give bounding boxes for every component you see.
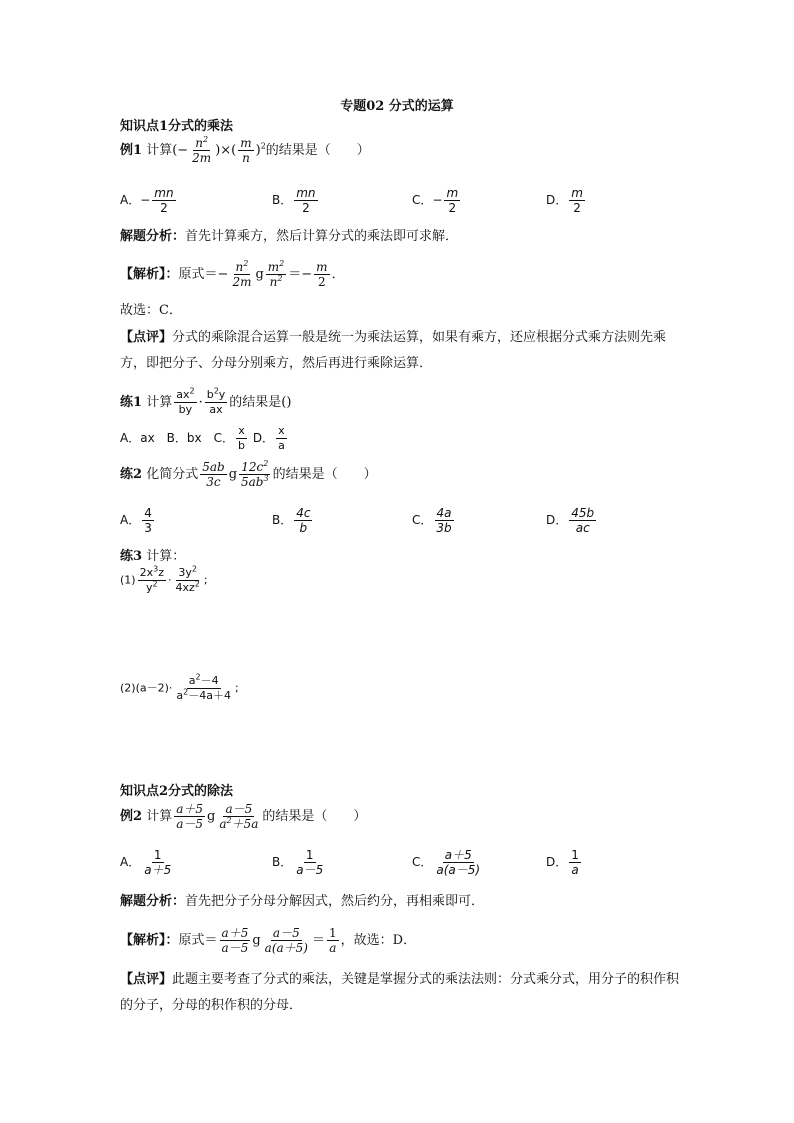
practice-3-heading: 练3 计算： bbox=[120, 549, 186, 564]
example-2-option-b: B． $\frac{1}{a-5}$ bbox=[272, 848, 324, 877]
section-heading-1: 知识点1分式的乘法 bbox=[120, 119, 234, 134]
practice-1-question: 练1 计算 $\frac{ax^2}{by}$ · $\frac{b^2y}{ax}$ 的结果是() bbox=[120, 386, 292, 416]
section-heading-2: 知识点2分式的除法 bbox=[120, 784, 234, 799]
example-2-comment: 【点评】此题主要考查了分式的乘法，关键是掌握分式的乘法法则：分式乘分式，用分子的积作积的分子，分母的积作积的分母． bbox=[120, 972, 680, 1013]
practice-2-option-d: D． $\frac{45b}{ac}$ bbox=[546, 506, 595, 535]
example-2-option-a: A． $\frac{1}{a+5}$ bbox=[120, 848, 172, 877]
example-2-analysis: 解题分析：首先把分子分母分解因式，然后约分，再相乘即可． bbox=[120, 894, 485, 909]
practice-2-option-b: B． $\frac{4c}{b}$ bbox=[272, 506, 311, 535]
example-1-solution: 【解析】：原式＝− $\frac{n^2}{2m}$ g $\frac{m^2}{n^2}$ ＝− $\frac{m}{2}$ ． bbox=[120, 259, 345, 289]
example-1-question: 例1 计算(− $\frac{n^2}{2m}$ )×( $\frac{m}{n}$ )$^2$的结果是（ ） bbox=[120, 135, 370, 165]
page-title: 专题02 分式的运算 bbox=[340, 99, 454, 114]
example-1-answer: 故选：C． bbox=[120, 303, 182, 318]
practice-1-options: A．ax B．bx C． $\frac{x}{b}$ D． $\frac{x}{a}$ bbox=[120, 424, 285, 452]
example-2-option-c: C． $\frac{a+5}{a(a-5)}$ bbox=[412, 848, 481, 877]
example-2-solution: 【解析】：原式＝ $\frac{a+5}{a-5}$ g $\frac{a-5}{a(a+5)}$ ＝ $\frac{1}{a}$ ，故选：D． bbox=[120, 926, 417, 955]
example-1-option-c: C．− $\frac{m}{2}$ bbox=[412, 186, 459, 215]
practice-2-option-a: A． $\frac{4}{3}$ bbox=[120, 506, 152, 535]
example-1-option-b: B． $\frac{mn}{2}$ bbox=[272, 186, 316, 215]
example-1-analysis: 解题分析：首先计算乘方，然后计算分式的乘法即可求解． bbox=[120, 229, 459, 244]
practice-2-question: 练2 化简分式 $\frac{5ab}{3c}$ g $\frac{12c^2}{5ab^3}$ 的结果是（ ） bbox=[120, 459, 377, 489]
practice-2-option-c: C． $\frac{4a}{3b}$ bbox=[412, 506, 452, 535]
example-2-question: 例2 计算 $\frac{a+5}{a-5}$ g $\frac{a-5}{a^2+5a}$ 的结果是（ ） bbox=[120, 802, 367, 831]
practice-3-item-1: (1) $\frac{2x^3z}{y^2}$ · $\frac{3y^2}{4xz^2}$ ; bbox=[120, 564, 208, 594]
example-1-label: 例1 bbox=[120, 143, 143, 158]
example-1-option-a: A．− $\frac{mn}{2}$ bbox=[120, 186, 174, 215]
example-1-comment: 【点评】分式的乘除混合运算一般是统一为乘法运算，如果有乘方，还应根据分式乘方法则先乘方，即把分子、分母分别乘方，然后再进行乘除运算． bbox=[120, 330, 667, 371]
practice-3-item-2: (2)(a－2)· $\frac{a^2-4}{a^2-4a+4}$ ; bbox=[120, 672, 239, 702]
example-1-option-d: D． $\frac{m}{2}$ bbox=[546, 186, 583, 215]
example-2-option-d: D． $\frac{1}{a}$ bbox=[546, 848, 579, 877]
